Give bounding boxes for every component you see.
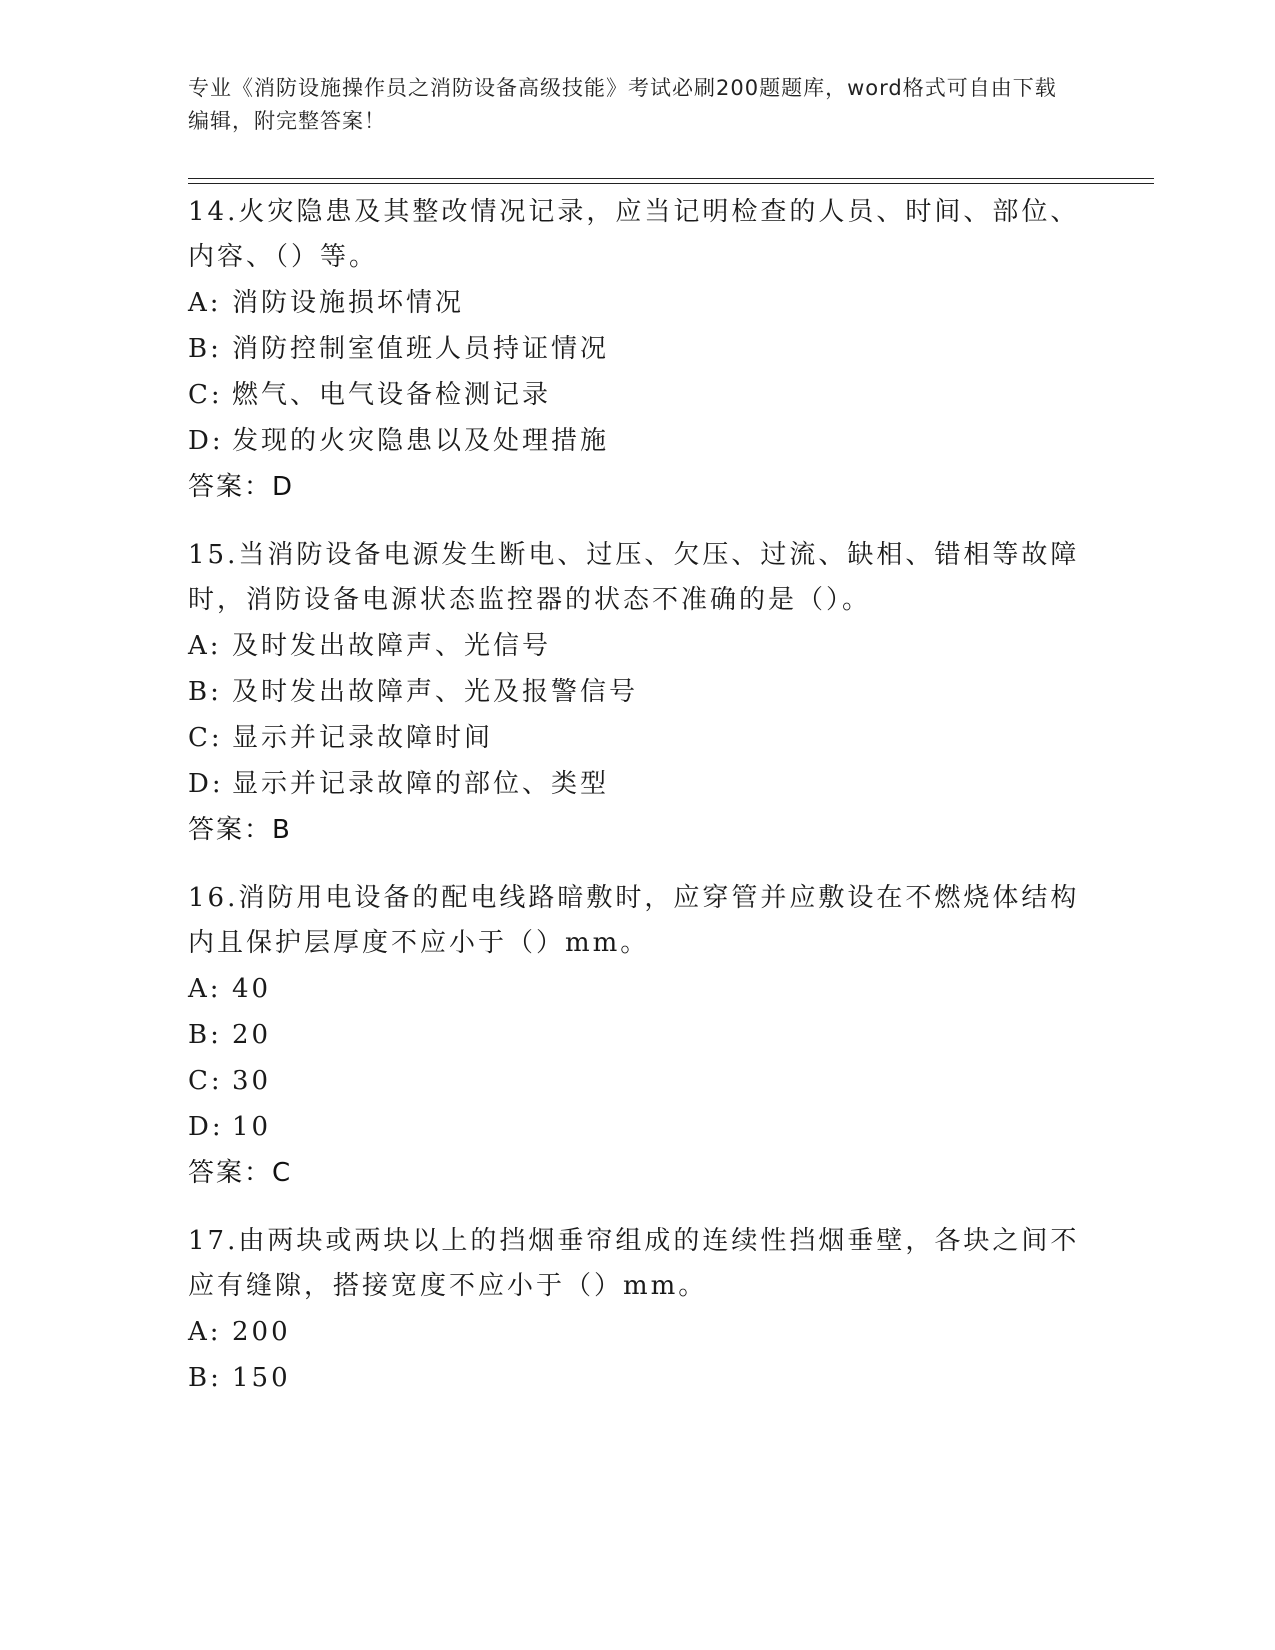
- option-c: [188, 372, 1088, 418]
- option-text: 40: [232, 974, 272, 1004]
- question-16: [188, 876, 1088, 1196]
- option-c: [188, 1058, 1088, 1104]
- option-a: [188, 1309, 1088, 1355]
- question-15: [188, 533, 1088, 853]
- option-text: 显示并记录故障时间: [232, 723, 494, 753]
- option-letter: B:: [188, 1020, 222, 1050]
- option-text: 及时发出故障声、光信号: [232, 631, 552, 661]
- option-text: 消防设施损坏情况: [232, 288, 465, 318]
- option-text: 200: [232, 1317, 291, 1347]
- option-b: [188, 326, 1088, 372]
- option-letter: B:: [188, 1363, 222, 1393]
- document-header: 专业《消防设施操作员之消防设备高级技能》考试必刷200题题库，word格式可自由下载编辑，附完整答案！: [188, 76, 1057, 133]
- option-text: 消防控制室值班人员持证情况: [232, 334, 610, 364]
- answer-line: 答案：C: [188, 1158, 293, 1188]
- option-text: 发现的火灾隐患以及处理措施: [232, 426, 610, 456]
- option-letter: D:: [188, 1112, 224, 1142]
- option-text: 20: [232, 1020, 272, 1050]
- option-letter: A:: [188, 631, 222, 661]
- header-divider-top: [188, 178, 1154, 179]
- option-letter: A:: [188, 1317, 222, 1347]
- option-letter: B:: [188, 677, 222, 707]
- question-stem: 16.消防用电设备的配电线路暗敷时，应穿管并应敷设在不燃烧体结构内且保护层厚度不应小于（）mm。: [188, 883, 1080, 958]
- question-stem: 15.当消防设备电源发生断电、过压、欠压、过流、缺相、错相等故障时，消防设备电源状态监控器的状态不准确的是（）。: [188, 540, 1080, 615]
- option-d: [188, 1104, 1088, 1150]
- option-letter: D:: [188, 426, 224, 456]
- option-letter: C:: [188, 1066, 223, 1096]
- option-text: 及时发出故障声、光及报警信号: [232, 677, 639, 707]
- option-text: 30: [232, 1066, 272, 1096]
- option-letter: A:: [188, 974, 222, 1004]
- question-stem: 14.火灾隐患及其整改情况记录，应当记明检查的人员、时间、部位、内容、（）等。: [188, 197, 1080, 272]
- question-17: [188, 1219, 1088, 1401]
- question-14: [188, 190, 1088, 510]
- option-letter: C:: [188, 380, 223, 410]
- option-c: [188, 715, 1088, 761]
- option-text: 150: [232, 1363, 291, 1393]
- option-text: 显示并记录故障的部位、类型: [232, 769, 610, 799]
- answer-line: 答案：B: [188, 815, 292, 845]
- option-letter: B:: [188, 334, 222, 364]
- option-letter: A:: [188, 288, 222, 318]
- option-a: [188, 623, 1088, 669]
- header-divider-bottom: [188, 183, 1154, 184]
- question-list: [188, 190, 1088, 1424]
- option-b: [188, 1012, 1088, 1058]
- option-a: [188, 280, 1088, 326]
- option-d: [188, 418, 1088, 464]
- option-text: 10: [232, 1112, 272, 1142]
- option-b: [188, 1355, 1088, 1401]
- option-letter: C:: [188, 723, 223, 753]
- answer-line: 答案：D: [188, 472, 295, 502]
- option-d: [188, 761, 1088, 807]
- option-a: [188, 966, 1088, 1012]
- question-stem: 17.由两块或两块以上的挡烟垂帘组成的连续性挡烟垂壁，各块之间不应有缝隙，搭接宽度不应小于（）mm。: [188, 1226, 1080, 1301]
- option-text: 燃气、电气设备检测记录: [232, 380, 552, 410]
- option-b: [188, 669, 1088, 715]
- option-letter: D:: [188, 769, 224, 799]
